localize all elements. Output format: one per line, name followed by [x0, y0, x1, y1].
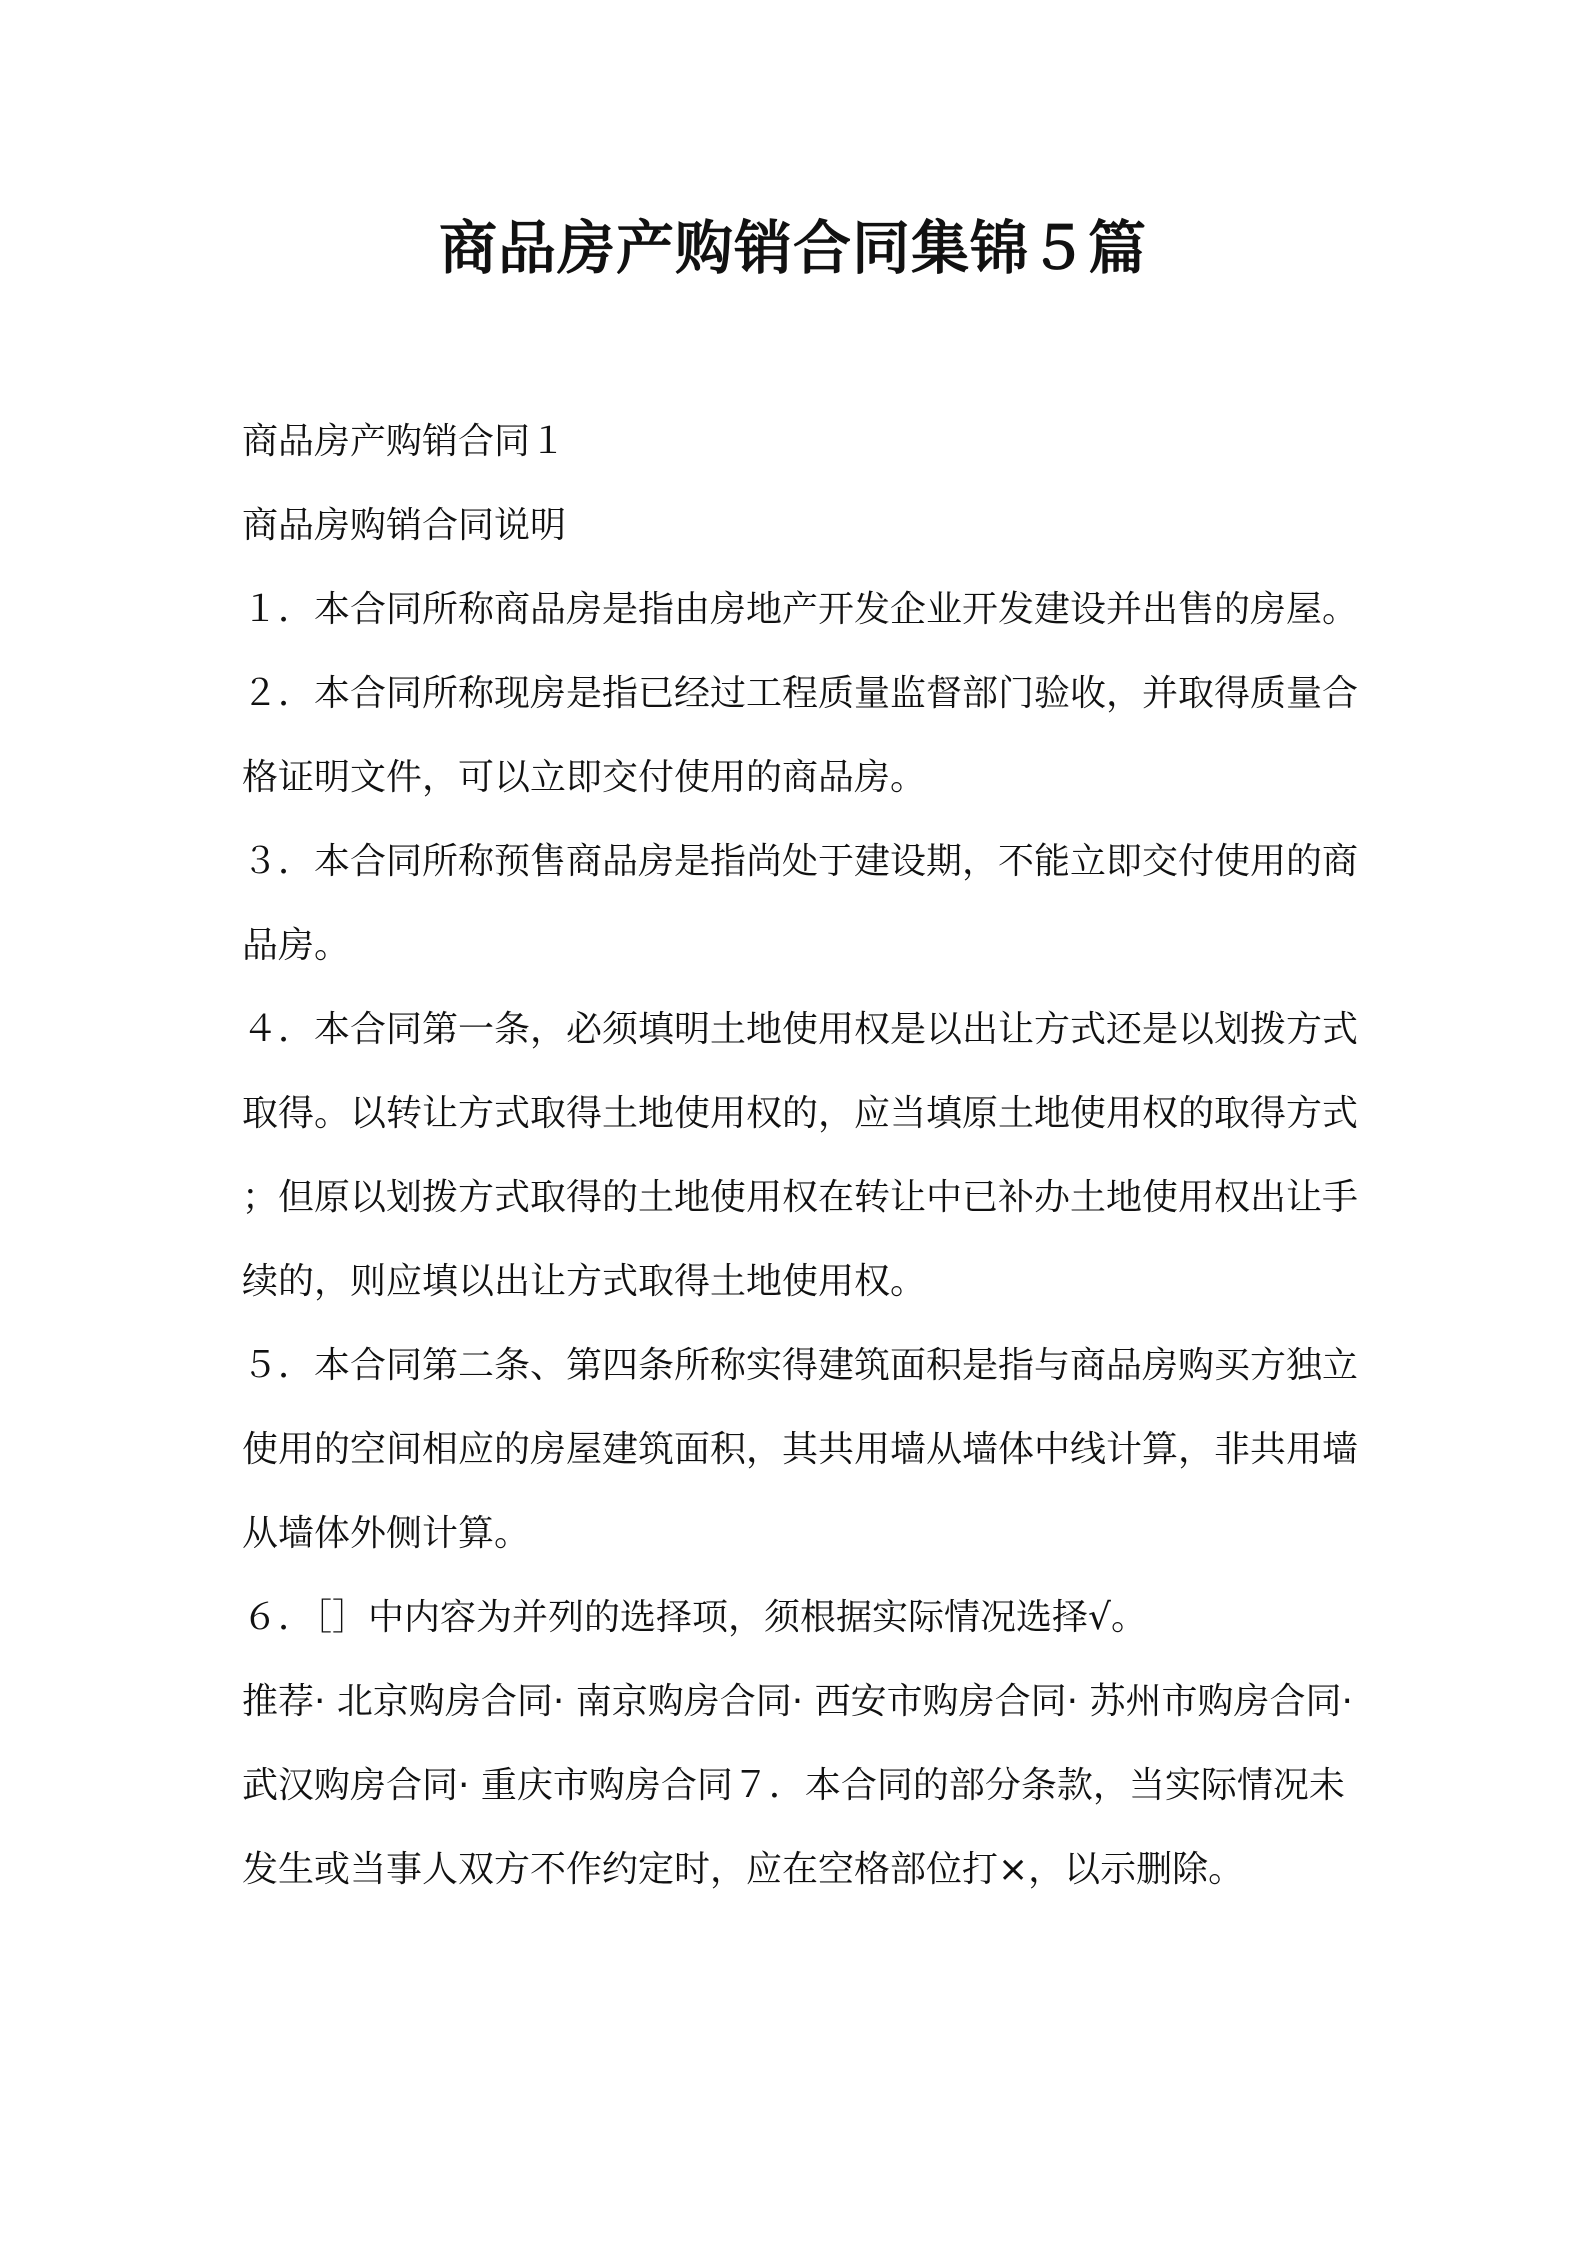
clause-6: ６．［］中内容为并列的选择项，须根据实际情况选择√。: [242, 1597, 1147, 1638]
clause-5: ５．本合同第二条、第四条所称实得建筑面积是指与商品房购买方独立使用的空间相应的房屋建筑面积，其共用墙从墙体中线计算，非共用墙从墙体外侧计算。: [242, 1345, 1359, 1554]
section-heading: 商品房产购销合同１: [242, 421, 567, 462]
clause-1: １．本合同所称商品房是指由房地产开发企业开发建设并出售的房屋。: [242, 589, 1359, 630]
clause-3: ３．本合同所称预售商品房是指尚处于建设期，不能立即交付使用的商品房。: [242, 841, 1359, 966]
document-title: 商品房产购销合同集锦５篇: [438, 214, 1147, 282]
recommend-paragraph: 推荐· 北京购房合同· 南京购房合同· 西安市购房合同· 苏州市购房合同· 武汉购房合同· 重庆市购房合同７．本合同的部分条款，当实际情况未发生或当事人双方不作约定时，应在空格部位打×，以示删除。: [242, 1681, 1353, 1890]
clause-2: ２．本合同所称现房是指已经过工程质量监督部门验收，并取得质量合格证明文件，可以立即交付使用的商品房。: [242, 673, 1359, 798]
clause-4: ４．本合同第一条，必须填明土地使用权是以出让方式还是以划拨方式取得。以转让方式取得土地使用权的，应当填原土地使用权的取得方式；但原以划拨方式取得的土地使用权在转让中已补办土地使用权出让手续的，则应填以出让方式取得土地使用权。: [242, 1009, 1359, 1302]
document-body: [242, 400, 1362, 1912]
subsection-heading: 商品房购销合同说明: [242, 505, 567, 546]
